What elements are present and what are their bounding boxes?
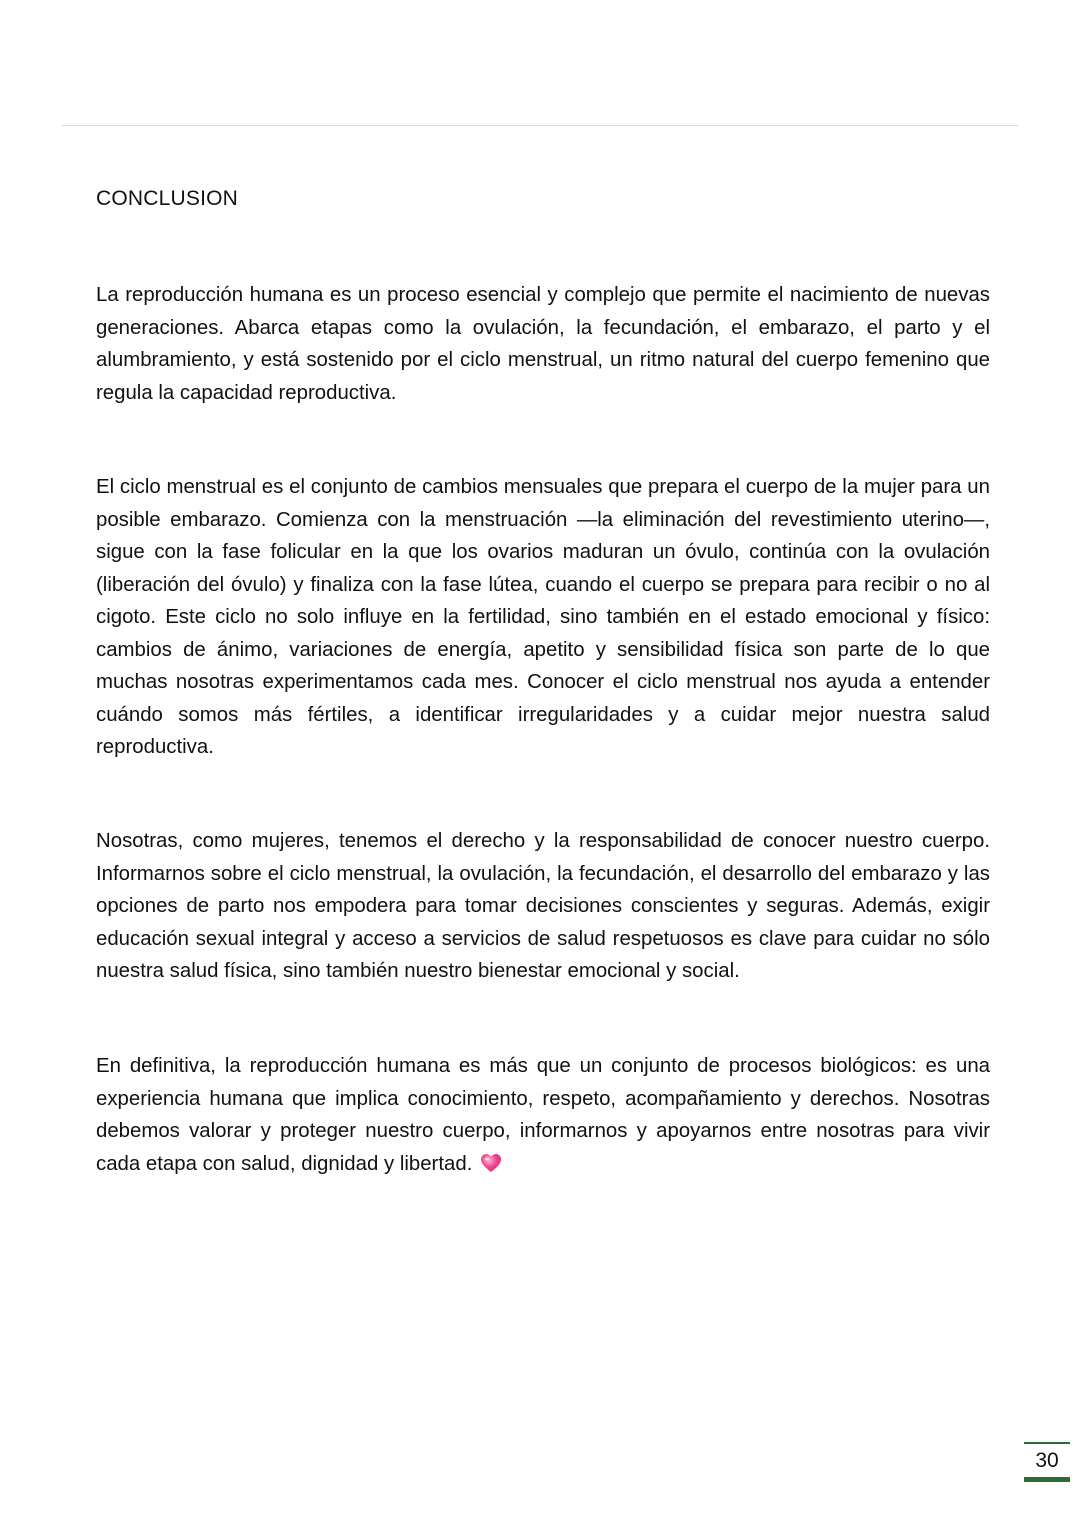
paragraph-rights: Nosotras, como mujeres, tenemos el derecho y la responsabilidad de conocer nuestro cuerpo. Informarnos sobre el ciclo menstrual, la ovulación, la fecundación, el desarrollo del embarazo y las opciones de parto nos empodera para tomar decisiones conscientes y seguras. Además, exigir educación sexual integral y acceso a servicios de salud respetuosos es clave para cuidar no sólo nuestra salud física, sino también nuestro bienestar emocional y social. [96,830,990,982]
paragraph-final [96,1050,990,1180]
section-heading: CONCLUSION [96,187,239,210]
heart-icon [480,1151,502,1171]
paragraph-final-text: En definitiva, la reproducción humana es más que un conjunto de procesos biológicos: es una experiencia humana que implica conocimiento, respeto, acompañamiento y derechos. Nosotras debemos valorar y proteger nuestro cuerpo, informarnos y apoyarnos entre nosotras para vivir cada etapa con salud, dignidad y libertad. [96,1055,990,1175]
header-divider [62,125,1018,126]
page-number [1024,1442,1070,1482]
paragraph-intro: La reproducción humana es un proceso esencial y complejo que permite el nacimiento de nuevas generaciones. Abarca etapas como la ovulación, la fecundación, el embarazo, el parto y el alumbramiento, y está sostenido por el ciclo menstrual, un ritmo natural del cuerpo femenino que regula la capacidad reproductiva. [96,284,990,404]
paragraph-menstrual-cycle: El ciclo menstrual es el conjunto de cambios mensuales que prepara el cuerpo de la mujer para un posible embarazo. Comienza con la menstruación —la eliminación del revestimiento uterino—, sigue con la fase folicular en la que los ovarios maduran un óvulo, continúa con la ovulación (liberación del óvulo) y finaliza con la fase lútea, cuando el cuerpo se prepara para recibir o no al cigoto. Este ciclo no solo influye en la fertilidad, sino también en el estado emocional y físico: cambios de ánimo, variaciones de energía, apetito y sensibilidad física son parte de lo que muchas nosotras experimentamos cada mes. Conocer el ciclo menstrual nos ayuda a entender cuándo somos más fértiles, a identificar irregularidades y a cuidar mejor nuestra salud reproductiva. [96,476,990,758]
page-number-value: 30 [1035,1448,1059,1472]
